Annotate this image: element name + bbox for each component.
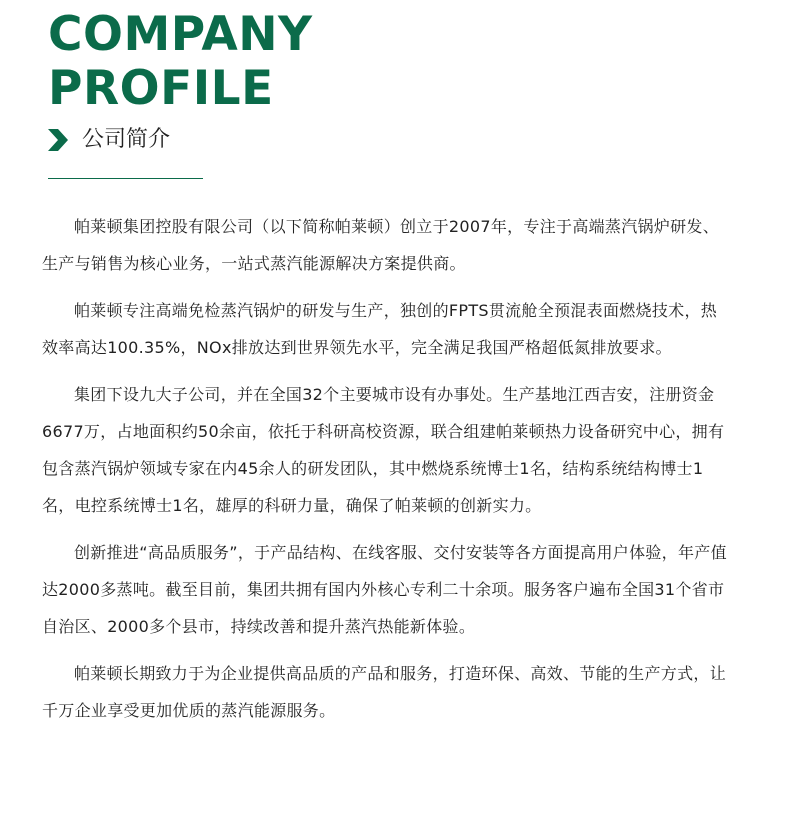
paragraph-organization: 集团下设九大子公司，并在全国32个主要城市设有办事处。生产基地江西吉安，注册资金6677万，占地面积约50余亩，依托于科研高校资源，联合组建帕莱顿热力设备研究中心，拥有包含蒸汽锅炉领域专家在内45余人的研发团队，其中燃烧系统博士1名，结构系统结构博士1名，电控系统博士1名，雄厚的科研力量，确保了帕莱顿的创新实力。 xyxy=(42,385,725,515)
page-title xyxy=(48,8,313,116)
title-line-company: COMPANY xyxy=(48,7,313,62)
paragraph-technology: 帕莱顿专注高端免检蒸汽锅炉的研发与生产，独创的FPTS贯流舱全预混表面燃烧技术，热效率高达100.35%，NOx排放达到世界领先水平，完全满足我国严格超低氮排放要求。 xyxy=(42,301,718,357)
section-heading xyxy=(48,124,170,156)
paragraph-mission: 帕莱顿长期致力于为企业提供高品质的产品和服务，打造环保、高效、节能的生产方式，让千万企业享受更加优质的蒸汽能源服务。 xyxy=(42,664,727,720)
paragraph-service: 创新推进“高品质服务”，于产品结构、在线客服、交付安装等各方面提高用户体验，年产值达2000多蒸吨。截至目前，集团共拥有国内外核心专利二十余项。服务客户遍布全国31个省市自治区、2000多个县市，持续改善和提升蒸汽热能新体验。 xyxy=(42,543,727,636)
title-line-profile: PROFILE xyxy=(48,61,274,116)
profile-body xyxy=(42,208,732,739)
paragraph-intro: 帕莱顿集团控股有限公司（以下简称帕莱顿）创立于2007年，专注于高端蒸汽锅炉研发、生产与销售为核心业务，一站式蒸汽能源解决方案提供商。 xyxy=(42,217,720,273)
chevron-right-icon xyxy=(48,129,68,151)
divider xyxy=(48,178,203,179)
section-heading-label: 公司简介 xyxy=(82,127,171,152)
